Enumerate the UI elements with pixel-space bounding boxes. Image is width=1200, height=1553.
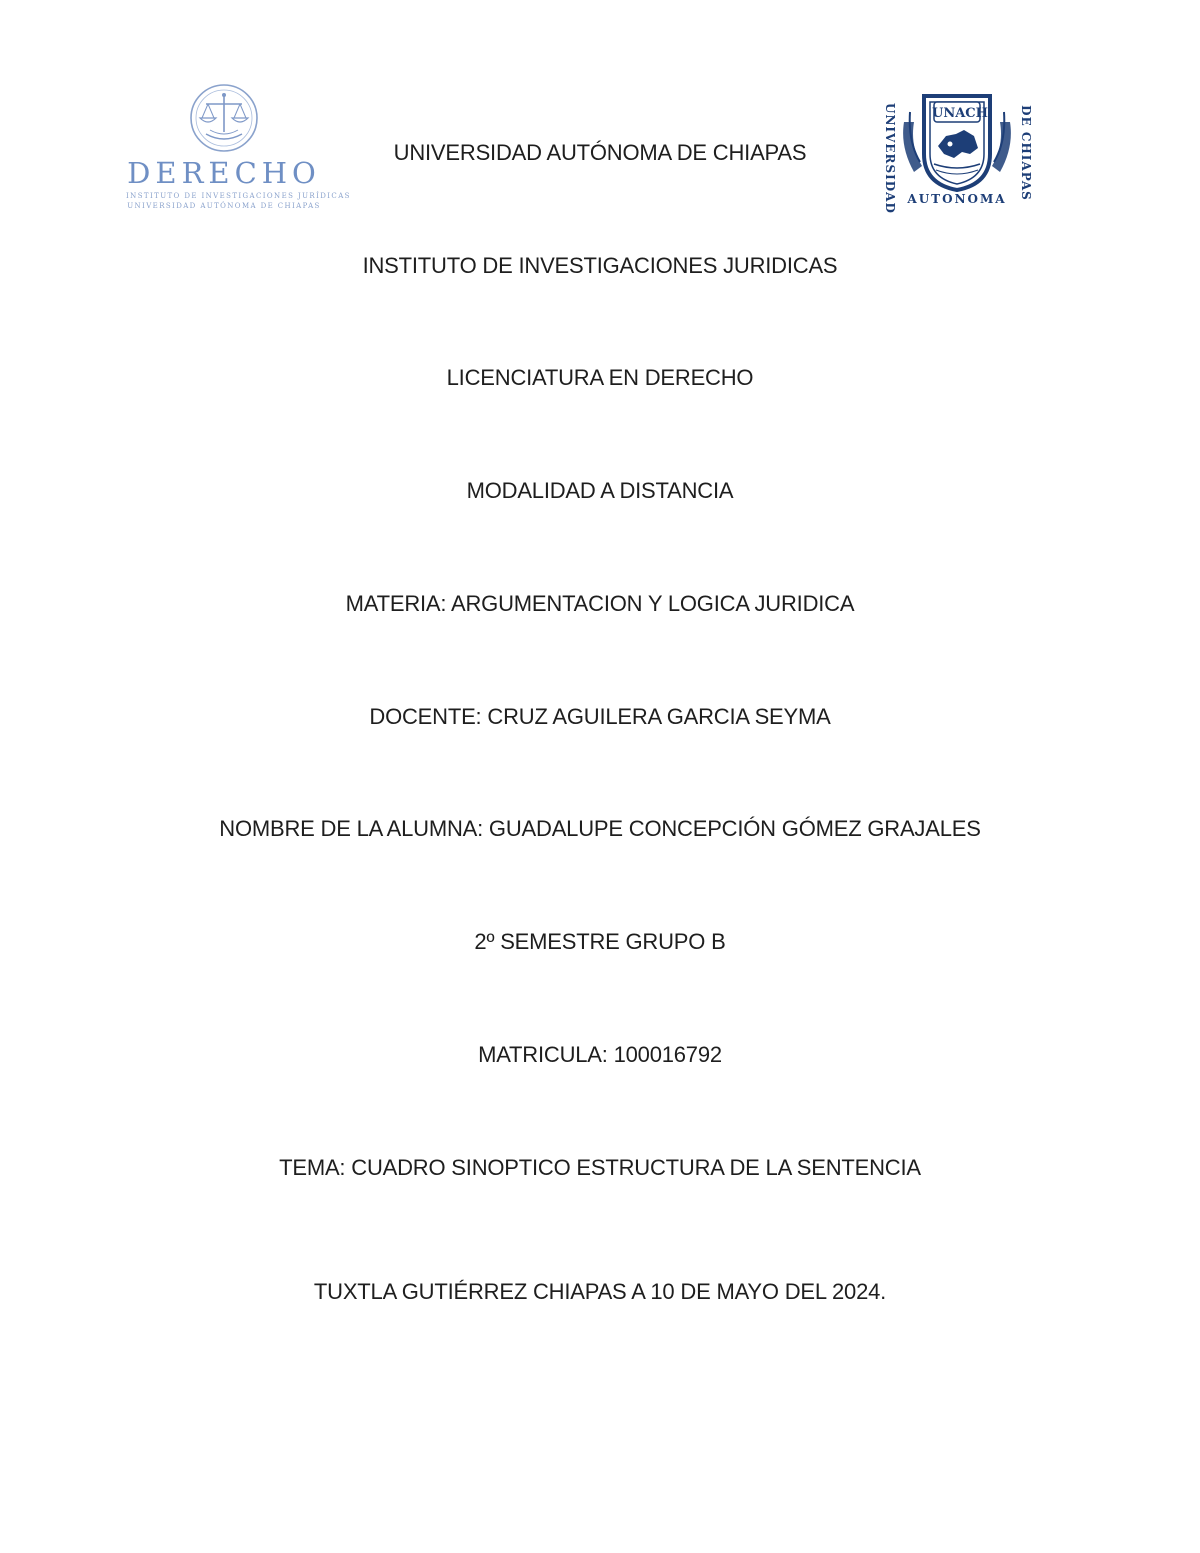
derecho-logo-line1: INSTITUTO DE INVESTIGACIONES JURÍDICAS	[126, 192, 351, 200]
place-and-date: TUXTLA GUTIÉRREZ CHIAPAS A 10 DE MAYO DEL 2024.	[313, 1279, 887, 1304]
semester-group: 2º SEMESTRE GRUPO B	[474, 929, 726, 954]
unach-logo-acronym: UNACH	[932, 106, 988, 121]
unach-logo-bottom-text: AUTONOMA	[907, 192, 1007, 206]
unach-logo-left-text: UNIVERSIDAD	[883, 103, 897, 214]
unach-logo-right-text: DE CHIAPAS	[1019, 105, 1033, 201]
topic: TEMA: CUADRO SINOPTICO ESTRUCTURA DE LA SENTENCIA	[279, 1155, 921, 1180]
subject: MATERIA: ARGUMENTACION Y LOGICA JURIDICA	[345, 591, 855, 616]
enrollment-number: MATRICULA: 100016792	[478, 1042, 722, 1067]
degree-name: LICENCIATURA EN DERECHO	[446, 365, 754, 390]
modality: MODALIDAD A DISTANCIA	[466, 478, 734, 503]
derecho-logo-word: DERECHO	[127, 156, 321, 190]
university-name: UNIVERSIDAD AUTÓNOMA DE CHIAPAS	[393, 140, 807, 165]
teacher: DOCENTE: CRUZ AGUILERA GARCIA SEYMA	[369, 704, 831, 729]
student-name: NOMBRE DE LA ALUMNA: GUADALUPE CONCEPCIÓN GÓMEZ GRAJALES	[219, 816, 981, 841]
institute-name: INSTITUTO DE INVESTIGACIONES JURIDICAS	[362, 253, 838, 278]
derecho-logo-line2: UNIVERSIDAD AUTÓNOMA DE CHIAPAS	[127, 202, 321, 210]
